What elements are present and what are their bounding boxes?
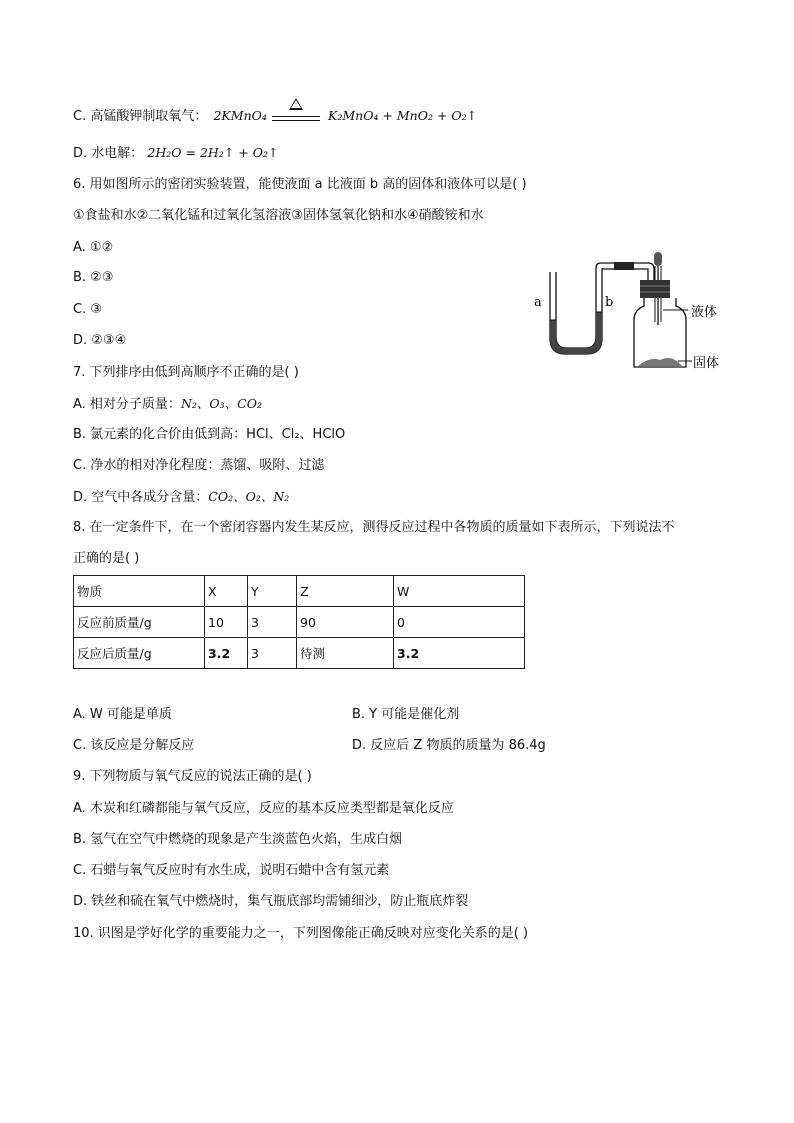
q5-option-c-rhs: K₂MnO₄ + MnO₂ + O₂↑ [328,108,478,123]
q6-option-b: B. ②③ [73,270,114,285]
table-header-cell: Z [297,576,394,607]
label-b: b [605,295,614,310]
label-a: a [534,295,542,310]
q8-option-a: A. W 可能是单质 [73,707,172,722]
q8-option-d: D. 反应后 Z 物质的质量为 86.4g [352,738,546,753]
q5-option-c-lhs: 2KMnO₄ [213,108,267,123]
q9-stem: 9. 下列物质与氧气反应的说法正确的是( ) [73,769,312,784]
u-tube-outer [550,268,602,354]
q7-option-b: B. 氯元素的化合价由低到高：HCl、Cl₂、HClO [73,427,346,442]
table-cell: 90 [297,607,394,638]
q7-option-c: C. 净水的相对净化程度：蒸馏、吸附、过滤 [73,458,325,473]
table-header-cell: W [394,576,525,607]
q7-option-d [73,489,289,506]
u-tube-inner [556,268,596,348]
table-cell: 10 [205,607,248,638]
table-row [74,607,525,638]
q7-option-d-math: CO₂、O₂、N₂ [208,489,290,504]
q9-option-a: A. 木炭和红磷都能与氧气反应，反应的基本反应类型都是氧化反应 [73,801,454,816]
q10-stem: 10. 识图是学好化学的重要能力之一，下列图像能正确反映对应变化关系的是( ) [73,926,529,941]
heating-condition-symbol [272,98,320,128]
q7-option-d-text: D. 空气中各成分含量： [73,490,209,505]
apparatus-figure [530,250,730,375]
table-cell: 3 [248,638,297,669]
label-liquid: 液体 [691,305,718,320]
table-cell: 0 [394,607,525,638]
q5-option-c [73,108,267,125]
q8-option-b: B. Y 可能是催化剂 [352,707,460,722]
q7-option-a [73,396,262,413]
table-header-cell: X [205,576,248,607]
table-row [74,638,525,669]
q7-stem: 7. 下列排序由低到高顺序不正确的是( ) [73,365,299,380]
table-header-cell: 物质 [74,576,205,607]
table-cell: 反应前质量/g [74,607,205,638]
table-cell: 3 [248,607,297,638]
q6-option-d: D. ②③④ [73,333,127,348]
table-cell: 反应后质量/g [74,638,205,669]
q6-option-a: A. ①② [73,240,114,255]
table-cell: 待测 [297,638,394,669]
q5-option-d-prefix: D. 水电解： [73,146,144,161]
q6-stem: 6. 用如图所示的密闭实验装置，能使液面 a 比液面 b 高的固体和液体可以是( ) [73,177,527,192]
q9-option-c: C. 石蜡与氧气反应时有水生成，说明石蜡中含有氢元素 [73,863,390,878]
q8-data-table [73,575,525,669]
q8-option-c: C. 该反应是分解反应 [73,738,195,753]
q7-option-a-text: A. 相对分子质量： [73,397,181,412]
q6-option-c: C. ③ [73,302,102,317]
bottle [634,298,686,367]
q8-stem-line1: 8. 在一定条件下，在一个密闭容器内发生某反应，测得反应过程中各物质的质量如下表所示，下列说法不 [73,520,675,535]
solid-material [638,358,682,366]
q5-option-d-equation: 2H₂O = 2H₂↑ + O₂↑ [147,145,279,160]
q9-option-d: D. 铁丝和硫在氧气中燃烧时，集气瓶底部均需铺细沙，防止瓶底炸裂 [73,894,469,909]
stopper [640,280,670,298]
q8-stem-line2: 正确的是( ) [73,551,140,566]
table-header-row [74,576,525,607]
q5-option-d [73,145,278,162]
table-cell: 3.2 [205,638,248,669]
q6-items: ①食盐和水②二氧化锰和过氧化氢溶液③固体氢氧化钠和水④硝酸铵和水 [73,208,484,223]
q9-option-b: B. 氢气在空气中燃烧的现象是产生淡蓝色火焰，生成白烟 [73,832,403,847]
q5-option-c-prefix: C. 高锰酸钾制取氧气： [73,109,208,124]
table-cell: 3.2 [394,638,525,669]
table-header-cell: Y [248,576,297,607]
q7-option-a-math: N₂、O₃、CO₂ [180,396,262,411]
rubber-connector [614,262,634,270]
funnel-bulb [654,252,662,266]
label-solid: 固体 [693,356,720,371]
